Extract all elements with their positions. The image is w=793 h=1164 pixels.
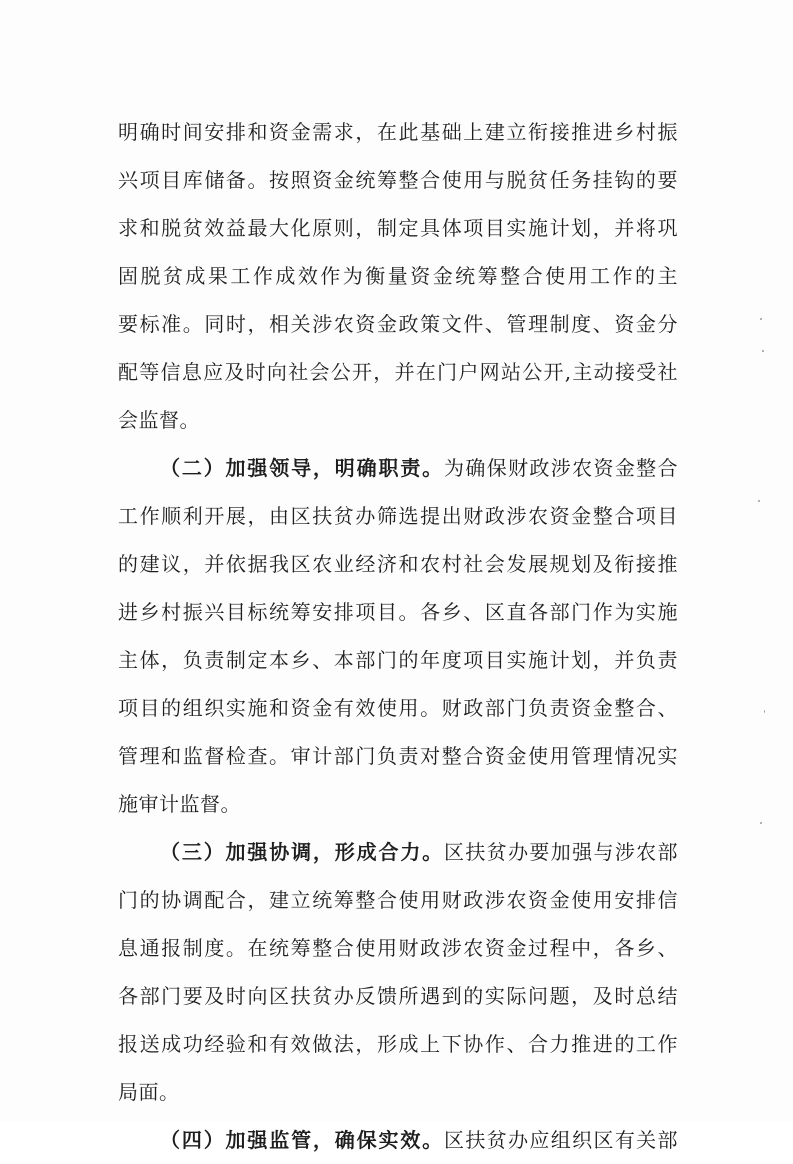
paragraph-2 [118, 444, 678, 828]
text-line: 的建议，并依据我区农业经济和农村社会发展规划及衔接推 [118, 552, 678, 576]
paragraph-first-line [118, 1116, 678, 1164]
text-line: 求和脱贫效益最大化原则，制定具体项目实施计划，并将巩 [118, 216, 678, 240]
paragraph-first-line [118, 444, 678, 492]
scan-speck [760, 318, 762, 320]
section-heading: （三）加强协调，形成合力。 [160, 840, 445, 864]
paragraph-4 [118, 1116, 678, 1164]
text-line: 息通报制度。在统筹整合使用财政涉农资金过程中，各乡、 [118, 936, 678, 960]
scan-speck [764, 710, 765, 713]
text-line: 要标准。同时，相关涉农资金政策文件、管理制度、资金分 [118, 312, 678, 336]
text-line: 进乡村振兴目标统筹安排项目。各乡、区直各部门作为实施 [118, 600, 678, 624]
scan-speck [762, 350, 764, 352]
paragraph-first-line [118, 828, 678, 876]
text-line: 项目的组织实施和资金有效使用。财政部门负责资金整合、 [118, 696, 678, 720]
section-heading: （四）加强监管，确保实效。 [160, 1128, 445, 1152]
text-line: 兴项目库储备。按照资金统筹整合使用与脱贫任务挂钩的要 [118, 168, 678, 192]
text-line: 各部门要及时向区扶贫办反馈所遇到的实际问题，及时总结 [118, 984, 678, 1008]
paragraph-3 [118, 828, 678, 1116]
text-line: 门的协调配合，建立统筹整合使用财政涉农资金使用安排信 [118, 888, 678, 912]
text-run: 为确保财政涉农资金整合 [444, 456, 679, 480]
text-line: 施审计监督。 [118, 792, 241, 816]
text-line: 报送成功经验和有效做法，形成上下协作、合力推进的工作 [118, 1032, 678, 1056]
text-line: 管理和监督检查。审计部门负责对整合资金使用管理情况实 [118, 744, 678, 768]
text-run: 区扶贫办应组织区有关部 [444, 1128, 679, 1152]
text-line: 配等信息应及时向社会公开，并在门户网站公开,主动接受社 [118, 360, 678, 384]
scan-speck [758, 500, 760, 502]
text-line: 固脱贫成果工作成效作为衡量资金统筹整合使用工作的主 [118, 264, 678, 288]
section-heading: （二）加强领导，明确职责。 [160, 456, 445, 480]
text-line: 主体，负责制定本乡、本部门的年度项目实施计划，并负责 [118, 648, 678, 672]
document-body [118, 108, 678, 1164]
text-line: 工作顺利开展，由区扶贫办筛选提出财政涉农资金整合项目 [118, 504, 678, 528]
text-line: 会监督。 [118, 408, 200, 432]
paragraph-1 [118, 108, 678, 444]
scan-speck [760, 822, 762, 824]
text-line: 明确时间安排和资金需求，在此基础上建立衔接推进乡村振 [118, 120, 678, 144]
text-line: 局面。 [118, 1080, 180, 1104]
text-run: 区扶贫办要加强与涉农部 [444, 840, 679, 864]
